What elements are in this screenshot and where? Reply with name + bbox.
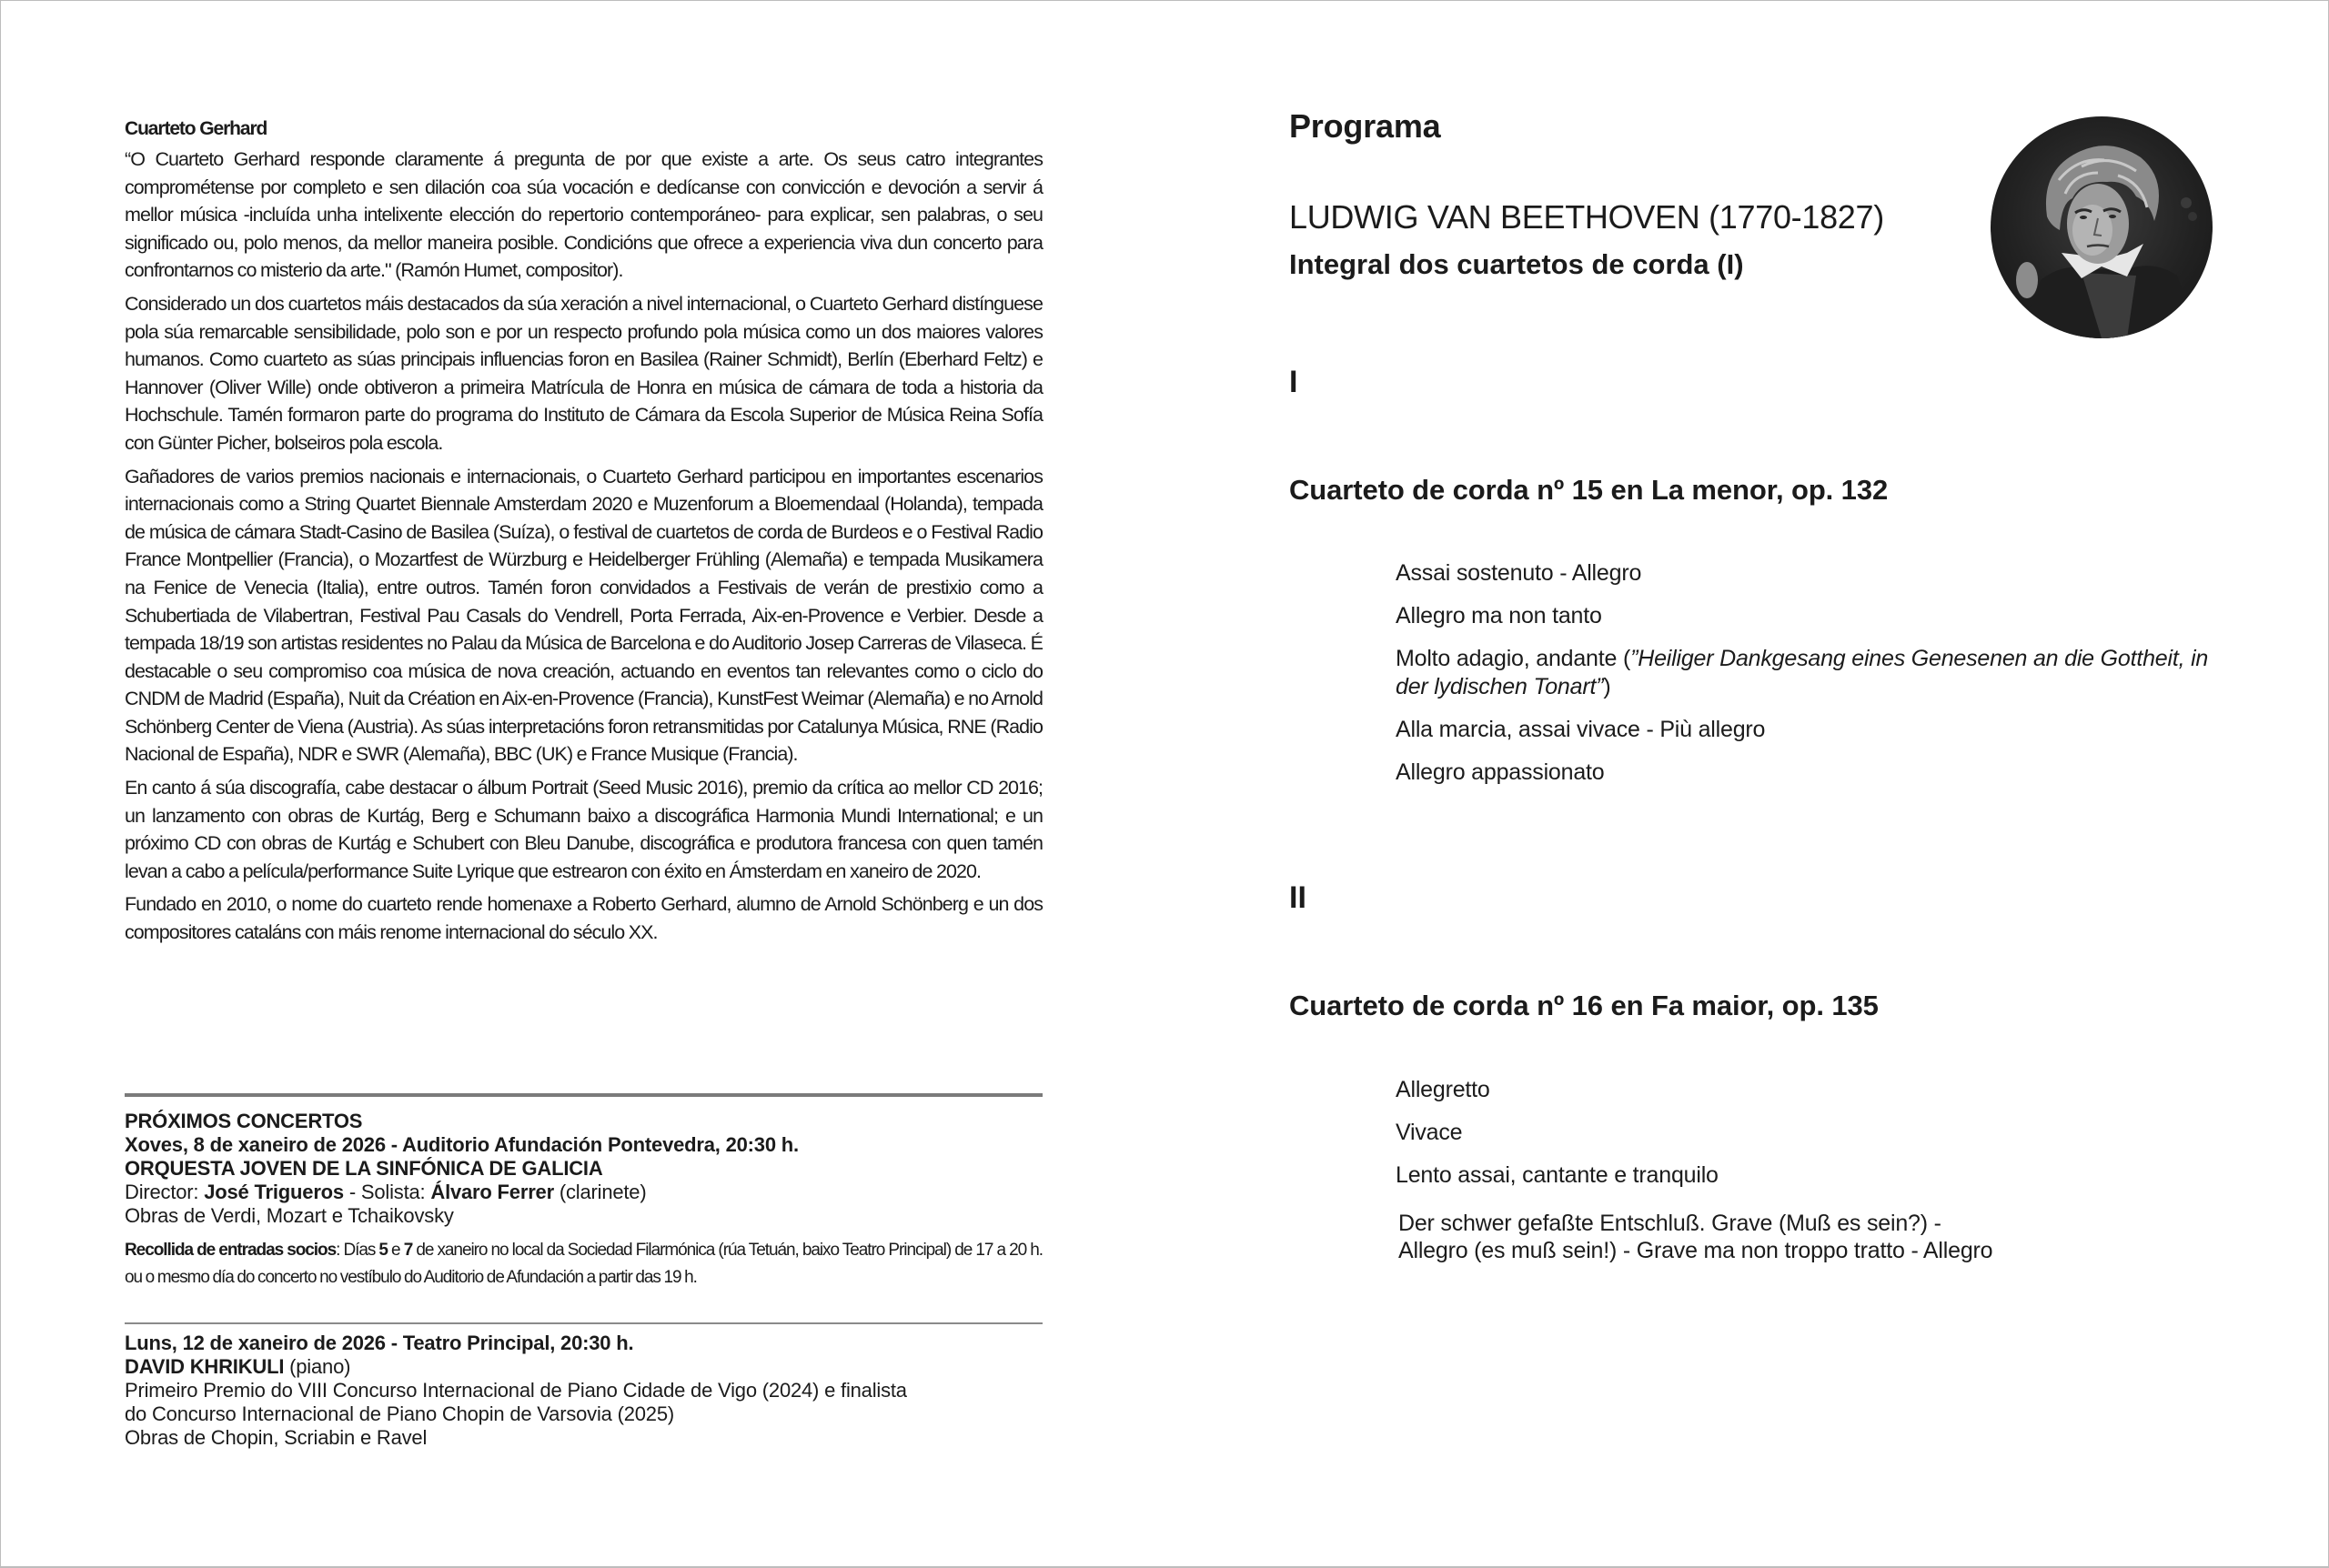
- upcoming-concerts: [125, 1110, 1043, 1292]
- movement: Alla marcia, assai vivace - Più allegro: [1396, 717, 1766, 742]
- soloist-label: - Solista:: [343, 1181, 431, 1203]
- concert1-date-venue: Xoves, 8 de xaneiro de 2026 - Auditorio Afundación Pontevedra, 20:30 h.: [125, 1133, 799, 1156]
- soloist-instrument: (clarinete): [553, 1181, 647, 1203]
- bio-paragraph: Fundado en 2010, o nome do cuarteto rende homenaxe a Roberto Gerhard, alumno de Arnold Schönberg e un dos compositores cataláns con máis renome internacional do século XX.: [125, 893, 1043, 944]
- ticket-pickup-info: [125, 1237, 1043, 1292]
- tickets-text: de xaneiro no local da Sociedad Filarmónica (rúa Tetuán, baixo Teatro Principal) de 17 a 20 h. ou o mesmo día do concerto no vestíbulo do Auditorio de Afundación a partir das 19 h.: [125, 1241, 1043, 1287]
- movement: Allegro ma non tanto: [1396, 603, 1602, 628]
- cycle-title: Integral dos cuartetos de corda (I): [1289, 248, 1744, 280]
- tickets-text: e: [387, 1241, 404, 1260]
- part-numeral: II: [1289, 880, 1306, 915]
- tickets-day: 5: [378, 1241, 388, 1260]
- bio-paragraph: Gañadores de varios premios nacionais e internacionais, o Cuarteto Gerhard participou en importantes escenarios internacionais como a String Quartet Biennale Amsterdam 2020 e Muzenforum a Bloemendaal (Holanda), tempada de música de cámara Stadt-Casino de Basilea (Suíza), o festival de cuartetos de corda de Burdeos e o Festival Radio France Montpellier (Francia), o Mozartfest de Würzburg e Heidelberger Frühling (Alemaña) e tempada Musikamera na Fenice de Venecia (Italia), entre outros. Tamén foron convidados a Festivais de verán de prestixio como a Schubertiada de Vilabertran, Festival Pau Casals do Vendrell, Porta Ferrada, Aix-en-Provence e Verbier. Desde a tempada 18/19 son artistas residentes no Palau da Música de Barcelona e do Auditorio Josep Carreras de Vilaseca. É destacable o seu compromiso coa música de nova creación, actuando en eventos tan relevantes como o ciclo do CNDM de Madrid (España), Nuit da Création en Aix-en-Provence (Francia), KunstFest Weimar (Alemaña) e no Arnold Schönberg Center de Viena (Austria). As súas interpretacións foron retransmitidas por Catalunya Música, RNE (Radio Nacional de España), NDR e SWR (Alemaña), BBC (UK) e France Musique (Francia).: [125, 465, 1043, 766]
- bio-title: Cuarteto Gerhard: [125, 118, 267, 139]
- movement-list: [1396, 1076, 2214, 1279]
- tickets-label: Recollida de entradas socios: [125, 1241, 337, 1260]
- movement-line: Der schwer gefaßte Entschluß. Grave (Muß es sein?) -: [1398, 1211, 1941, 1236]
- upcoming-heading: PRÓXIMOS CONCERTOS: [125, 1110, 363, 1132]
- movement-list: [1396, 559, 2214, 801]
- bio-paragraph: “O Cuarteto Gerhard responde claramente á pregunta de por que existe a arte. Os seus catro integrantes comprométense por completo e sen dilación coa súa vocación e dedícanse con convicción e devoción a servir á mellor música -incluída unha intelixente elección do repertorio contemporáneo- para explicar, sen palabras, o seu significado ou, polo menos, da mellor maneira posible. Condicións que ofrece a experiencia viva dun concerto para confrontarnos co misterio da arte." (Ramón Humet, compositor).: [125, 148, 1043, 282]
- program-title: Programa: [1289, 107, 1441, 145]
- movement-subtitle: ”Heiliger Dankgesang eines Genesenen an die Gottheit, in der lydischen Tonart”: [1396, 646, 2209, 699]
- section-divider: [125, 1093, 1043, 1097]
- bio-paragraph: En canto á súa discografía, cabe destacar o álbum Portrait (Seed Music 2016), premio da crítica ao mellor CD 2016; un lanzamento con obras de Kurtág, Berg e Schumann baixo a discográfica Harmonia Mundi International; e un próximo CD con obras de Kurtág e Schubert con Bleu Danube, discográfica e produtora francesa con quen tamén levan a cabo a película/performance Suite Lyrique que estrearon con éxito en Ámsterdam en xaneiro de 2020.: [125, 777, 1043, 882]
- concert2-awards: do Concurso Internacional de Piano Chopin de Varsovia (2025): [125, 1402, 674, 1425]
- bio-paragraph: Considerado un dos cuartetos máis destacados da súa xeración a nivel internacional, o Cuarteto Gerhard distínguese pola súa remarcable sensibilidade, polo son e por un respecto profundo pola música como un dos maiores valores humanos. Como cuarteto as súas principais influencias foron en Basilea (Rainer Schmidt), Berlín (Eberhard Feltz) e Hannover (Oliver Wille) onde obtiveron a primeira Matrícula de Honra en música de cámara de toda a historia da Hochschule. Tamén formaron parte do programa do Instituto de Cámara da Escola Superior de Música Reina Sofía con Günter Picher, bolseiros pola escola.: [125, 292, 1043, 454]
- concert1-credits: [125, 1181, 1043, 1204]
- movement: Assai sostenuto - Allegro: [1396, 560, 1642, 586]
- tickets-text: : Días: [336, 1241, 379, 1260]
- portrait-illustration: [1991, 116, 2213, 338]
- concert1-works: Obras de Verdi, Mozart e Tchaikovsky: [125, 1204, 454, 1227]
- movement-line: Allegro (es muß sein!) - Grave ma non troppo tratto - Allegro: [1398, 1238, 1993, 1263]
- movement: Vivace: [1396, 1120, 1463, 1145]
- part-numeral: I: [1289, 365, 1298, 399]
- soloist-name: Álvaro Ferrer: [430, 1181, 554, 1203]
- director-name: José Trigueros: [204, 1181, 344, 1203]
- concert2-date-venue: Luns, 12 de xaneiro de 2026 - Teatro Principal, 20:30 h.: [125, 1332, 634, 1354]
- concert2-performer: DAVID KHRIKULI: [125, 1355, 285, 1378]
- concert-divider: [125, 1322, 1043, 1324]
- biography-section: [125, 116, 1043, 952]
- concert2: [125, 1332, 1043, 1450]
- concert2-performer-line: [125, 1355, 1043, 1379]
- movement: [1396, 645, 2214, 701]
- movement: Allegretto: [1396, 1077, 1490, 1102]
- movement-text: ): [1603, 674, 1611, 699]
- work-title: Cuarteto de corda nº 15 en La menor, op. 132: [1289, 474, 1889, 506]
- work-title: Cuarteto de corda nº 16 en Fa maior, op. 135: [1289, 990, 1879, 1021]
- movement: [1398, 1210, 2214, 1264]
- concert2-awards: Primeiro Premio do VIII Concurso Internacional de Piano Cidade de Vigo (2024) e finalista: [125, 1379, 907, 1402]
- movement-text: Molto adagio, andante (: [1396, 646, 1631, 671]
- concert2-instrument: (piano): [284, 1355, 351, 1378]
- director-label: Director:: [125, 1181, 205, 1203]
- movement: Lento assai, cantante e tranquilo: [1396, 1162, 1719, 1188]
- beethoven-portrait-icon: [1991, 116, 2213, 338]
- concert2-works: Obras de Chopin, Scriabin e Ravel: [125, 1426, 428, 1449]
- movement: Allegro appassionato: [1396, 759, 1605, 785]
- tickets-day: 7: [403, 1241, 413, 1260]
- composer-name: LUDWIG VAN BEETHOVEN (1770-1827): [1289, 198, 1884, 236]
- concert1-ensemble: ORQUESTA JOVEN DE LA SINFÓNICA DE GALICIA: [125, 1157, 603, 1180]
